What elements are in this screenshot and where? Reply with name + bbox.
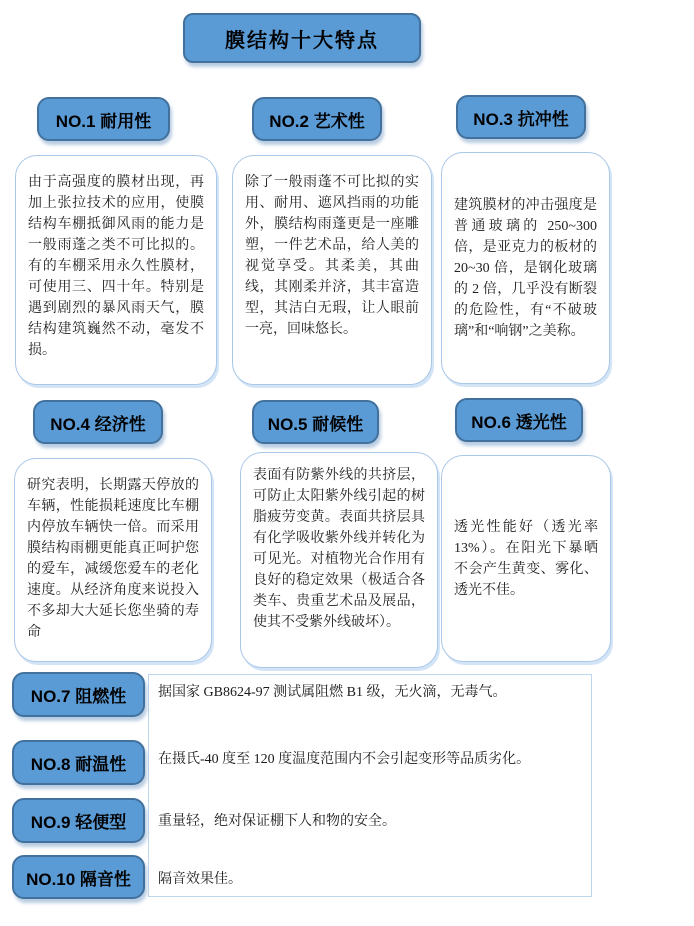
feature-2-text: 除了一般雨蓬不可比拟的实用、耐用、遮风挡雨的功能外，膜结构雨蓬更是一座雕塑，一件艺术品，给人美的视觉享受。其柔美，其曲线，其刚柔并济，其丰富造型，其洁白无瑕，让人眼前一亮，回味悠长。	[232, 155, 432, 385]
feature-7-header: NO.7 阻燃性	[12, 672, 145, 717]
feature-4-text: 研究表明，长期露天停放的车辆，性能损耗速度比车棚内停放车辆快一倍。而采用膜结构雨棚更能真正呵护您的爱车，减缓您爱车的老化速度。从经济角度来说投入不多却大大延长您坐骑的寿命	[14, 458, 212, 662]
feature-7-text: 据国家 GB8624-97 测试属阻燃 B1 级，无火滴，无毒气。	[158, 685, 507, 700]
feature-8-header: NO.8 耐温性	[12, 740, 145, 785]
feature-3-header: NO.3 抗冲性	[456, 95, 586, 139]
feature-1-text: 由于高强度的膜材出现，再加上张拉技术的应用，使膜结构车棚抵御风雨的能力是一般雨蓬之类不可比拟的。有的车棚采用永久性膜材，可使用三、四十年。特别是遇到剧烈的暴风雨天气，膜结构建筑巍然不动，毫发不损。	[15, 155, 217, 385]
feature-6-text-inner: 透光性能好（透光率 13%）。在阳光下暴晒不会产生黄变、雾化、透光不佳。	[454, 519, 598, 598]
feature-5-text: 表面有防紫外线的共挤层，可防止太阳紫外线引起的树脂疲劳变黄。表面共挤层具有化学吸收紫外线并转化为可见光。对植物光合作用有良好的稳定效果（极适合各类车、贵重艺术品及展品，使其不受紫外线破坏）。	[240, 452, 438, 668]
feature-3-text	[441, 152, 610, 384]
feature-4-header: NO.4 经济性	[33, 400, 163, 444]
feature-2-header: NO.2 艺术性	[252, 97, 382, 141]
feature-9-header: NO.9 轻便型	[12, 798, 145, 843]
feature-5-header: NO.5 耐候性	[252, 400, 379, 444]
feature-8-text: 在摄氏-40 度至 120 度温度范围内不会引起变形等品质劣化。	[158, 752, 531, 767]
feature-3-text-inner: 建筑膜材的冲击强度是普通玻璃的 250~300 倍，是亚克力的板材的 20~30 倍，是钢化玻璃的 2 倍，几乎没有断裂的危险性，有“不破玻璃”和“响钢”之美称。	[454, 197, 597, 339]
feature-1-header: NO.1 耐用性	[37, 97, 170, 141]
feature-6-header: NO.6 透光性	[455, 398, 583, 442]
bottom-text-panel	[148, 674, 592, 897]
page-title: 膜结构十大特点	[183, 13, 421, 63]
feature-10-header: NO.10 隔音性	[12, 855, 145, 899]
feature-6-text	[441, 455, 611, 662]
feature-9-text: 重量轻，绝对保证棚下人和物的安全。	[158, 814, 396, 829]
feature-10-text: 隔音效果佳。	[158, 872, 242, 887]
